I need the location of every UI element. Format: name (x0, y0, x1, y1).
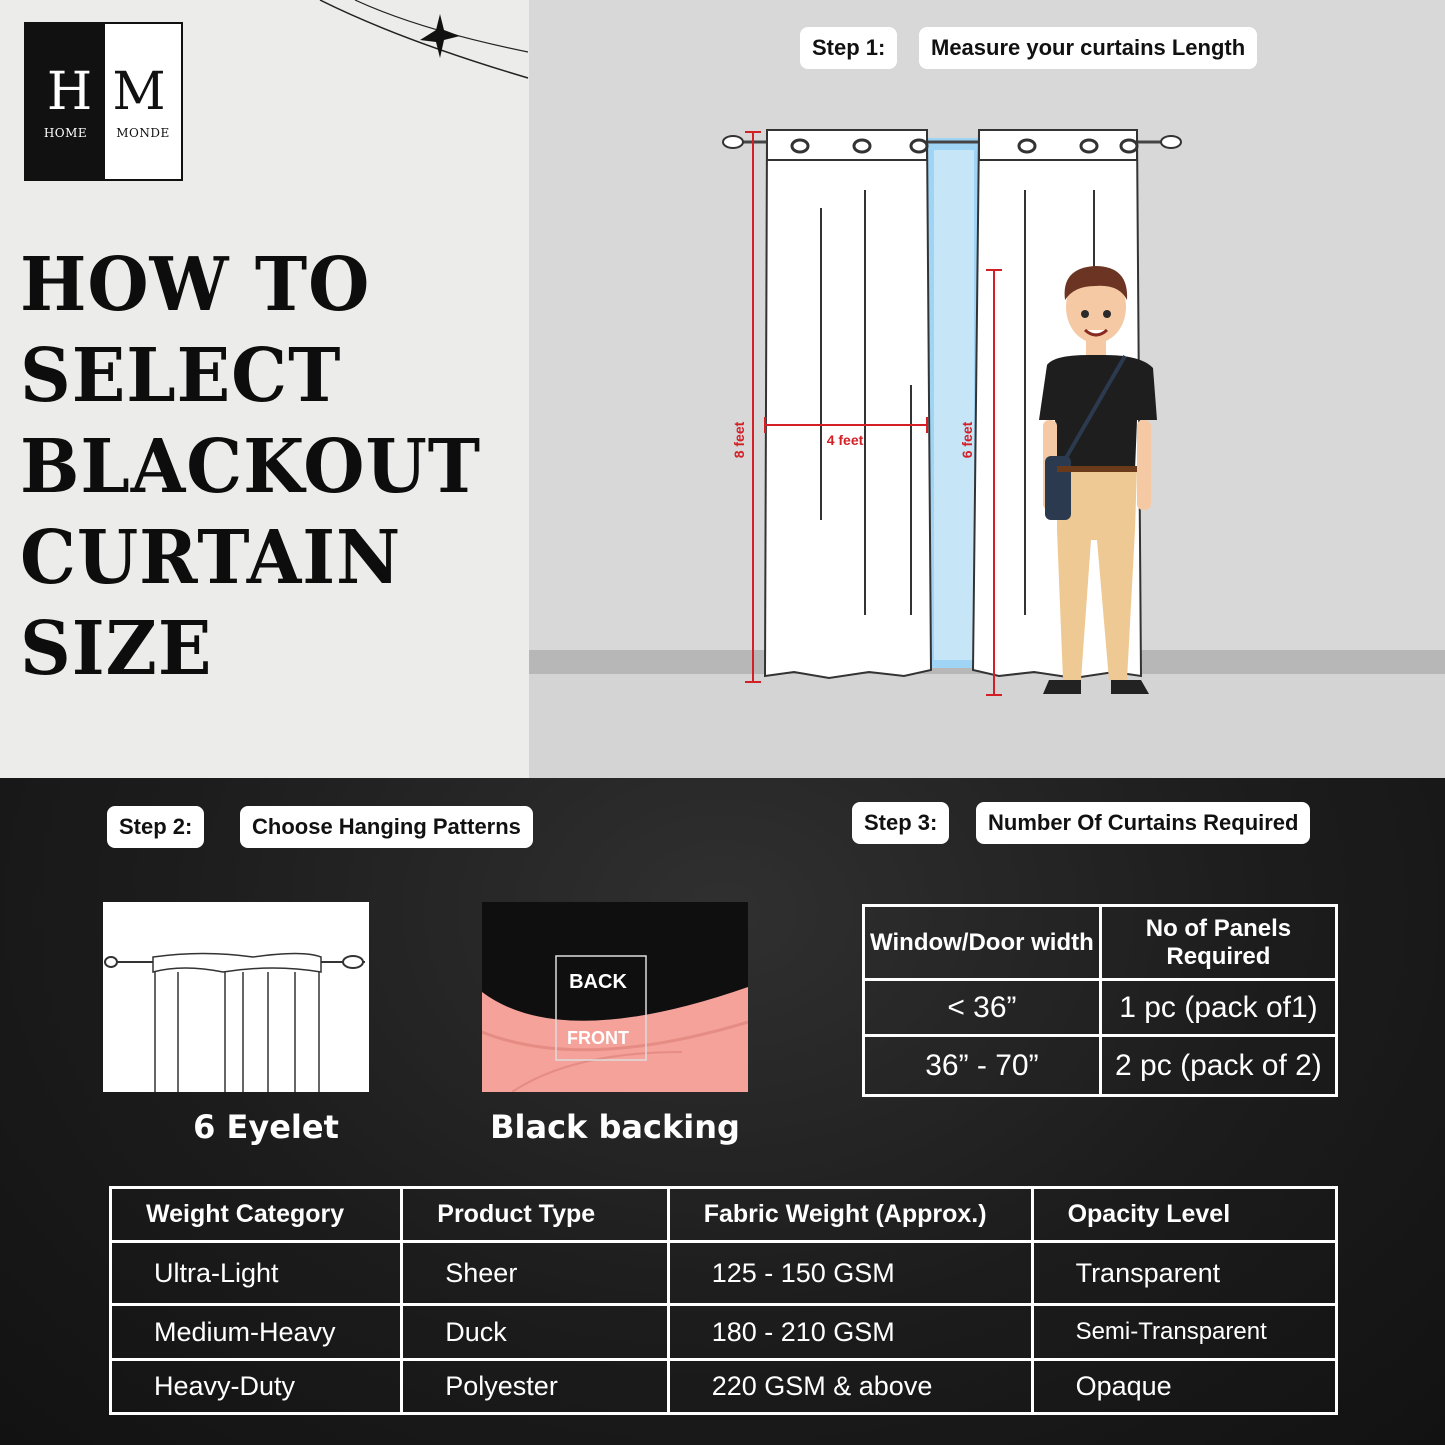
title-line: SIZE (20, 606, 213, 692)
row2-pc: 2 pc (1115, 1048, 1172, 1082)
intro-panel (0, 0, 529, 778)
cell-type: Sheer (402, 1242, 668, 1305)
title-line: CURTAIN (20, 515, 402, 601)
steps-panel (0, 778, 1445, 1445)
width-measure-label: 4 feet (826, 432, 864, 448)
step2-label: Step 2: (107, 806, 204, 848)
panels-header-width: Window/Door width (864, 906, 1101, 980)
cell-opacity: Semi-Transparent (1032, 1305, 1336, 1360)
step2-title: Choose Hanging Patterns (240, 806, 533, 848)
back-label: BACK (569, 971, 627, 993)
title-line: BLACKOUT (20, 424, 482, 510)
fabric-weight-table (109, 1186, 1338, 1415)
weights-header-type: Product Type (402, 1188, 668, 1242)
row2-panels (1100, 1036, 1336, 1096)
step3-title: Number Of Curtains Required (976, 802, 1310, 844)
weights-header-weight: Fabric Weight (Approx.) (668, 1188, 1032, 1242)
table-row (111, 1305, 1337, 1360)
pattern-backing-label: Black backing (490, 1108, 740, 1146)
panels-header-count: No of Panels Required (1100, 906, 1336, 980)
row1-width: < 36” (864, 980, 1101, 1036)
step1-panel (529, 0, 1445, 778)
height-measure-label: 8 feet (731, 421, 747, 459)
cell-category: Heavy-Duty (111, 1360, 402, 1414)
table-row (864, 1036, 1337, 1096)
cell-weight: 125 - 150 GSM (668, 1242, 1032, 1305)
step3-label: Step 3: (852, 802, 949, 844)
row1-pack: (pack of1) (1184, 990, 1318, 1024)
cell-weight: 220 GSM & above (668, 1360, 1032, 1414)
row1-pc: 1 pc (1119, 990, 1176, 1024)
title-line: SELECT (20, 333, 342, 419)
step1-title: Measure your curtains Length (919, 27, 1257, 69)
curtain-illustration (529, 0, 1445, 778)
backing-fabric-drawing (482, 902, 748, 1092)
logo-black-half (26, 24, 105, 179)
cell-opacity: Opaque (1032, 1360, 1336, 1414)
logo-letter-h: H (46, 62, 93, 122)
front-label: FRONT (567, 1028, 629, 1048)
logo-word-monde: MONDE (116, 126, 170, 140)
person-measure-label: 6 feet (959, 421, 975, 459)
cell-type: Polyester (402, 1360, 668, 1414)
logo-letter-m: M (112, 62, 166, 122)
eyelet-curtain-drawing (103, 902, 369, 1092)
pattern-eyelet-label: 6 Eyelet (193, 1108, 339, 1146)
logo-word-home: HOME (43, 126, 88, 140)
pattern-eyelet-card (103, 902, 369, 1092)
table-row (864, 980, 1337, 1036)
cell-category: Medium-Heavy (111, 1305, 402, 1360)
weights-header-category: Weight Category (111, 1188, 402, 1242)
row1-panels (1100, 980, 1336, 1036)
table-row (111, 1360, 1337, 1414)
panels-table (862, 904, 1338, 1097)
title-line: HOW TO (20, 242, 371, 328)
brand-logo (24, 22, 183, 181)
cell-opacity: Transparent (1032, 1242, 1336, 1305)
logo-white-half (105, 24, 181, 179)
step1-label: Step 1: (800, 27, 897, 69)
cell-weight: 180 - 210 GSM (668, 1305, 1032, 1360)
row2-pack: (pack of 2) (1180, 1048, 1322, 1082)
table-row (111, 1242, 1337, 1305)
cell-type: Duck (402, 1305, 668, 1360)
pattern-backing-card (482, 902, 748, 1092)
weights-header-opacity: Opacity Level (1032, 1188, 1336, 1242)
row2-width: 36” - 70” (864, 1036, 1101, 1096)
page-title (20, 240, 520, 695)
cell-category: Ultra-Light (111, 1242, 402, 1305)
